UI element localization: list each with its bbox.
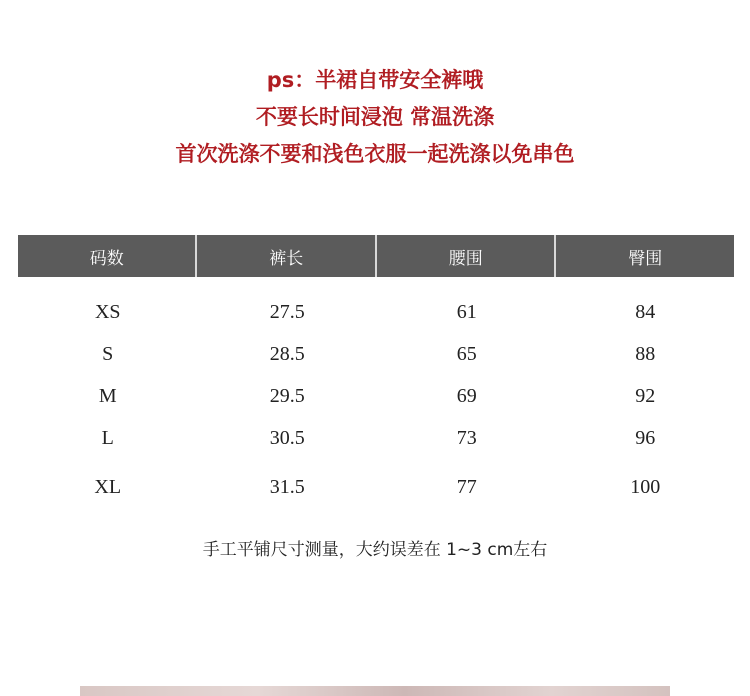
cell-size: M bbox=[98, 384, 117, 407]
table-row bbox=[18, 277, 734, 333]
product-photo-edge bbox=[80, 686, 670, 696]
size-chart-table bbox=[18, 235, 734, 511]
cell-waist: 73 bbox=[456, 426, 477, 449]
cell-size: L bbox=[101, 426, 114, 449]
header-length: 裤长 bbox=[197, 235, 377, 277]
header-size: 码数 bbox=[18, 235, 197, 277]
table-row bbox=[18, 417, 734, 459]
cell-hip: 100 bbox=[630, 475, 661, 498]
cell-hip: 96 bbox=[635, 426, 656, 449]
cell-hip: 92 bbox=[635, 384, 656, 407]
cell-hip: 84 bbox=[635, 300, 656, 323]
cell-length: 30.5 bbox=[269, 426, 305, 449]
header-waist: 腰围 bbox=[377, 235, 556, 277]
table-row bbox=[18, 459, 734, 511]
cell-length: 28.5 bbox=[269, 342, 305, 365]
table-header-row bbox=[18, 235, 734, 277]
cell-waist: 69 bbox=[456, 384, 477, 407]
cell-size: XL bbox=[94, 475, 122, 498]
note-line-2: 不要长时间浸泡 常温洗涤 bbox=[255, 105, 495, 129]
cell-hip: 88 bbox=[635, 342, 656, 365]
cell-length: 27.5 bbox=[269, 300, 305, 323]
cell-size: S bbox=[102, 342, 114, 365]
table-row bbox=[18, 333, 734, 375]
cell-length: 29.5 bbox=[269, 384, 305, 407]
cell-length: 31.5 bbox=[269, 475, 305, 498]
table-row bbox=[18, 375, 734, 417]
cell-waist: 61 bbox=[456, 300, 477, 323]
measurement-footnote: 手工平铺尺寸测量，大约误差在 1~3 cm左右 bbox=[202, 540, 548, 560]
care-notes bbox=[0, 62, 750, 173]
cell-waist: 77 bbox=[456, 475, 477, 498]
header-hip: 臀围 bbox=[556, 235, 734, 277]
cell-size: XS bbox=[94, 300, 121, 323]
note-line-1: ps：半裙自带安全裤哦 bbox=[266, 68, 484, 92]
note-line-3: 首次洗涤不要和浅色衣服一起洗涤以免串色 bbox=[175, 142, 575, 166]
cell-waist: 65 bbox=[456, 342, 477, 365]
